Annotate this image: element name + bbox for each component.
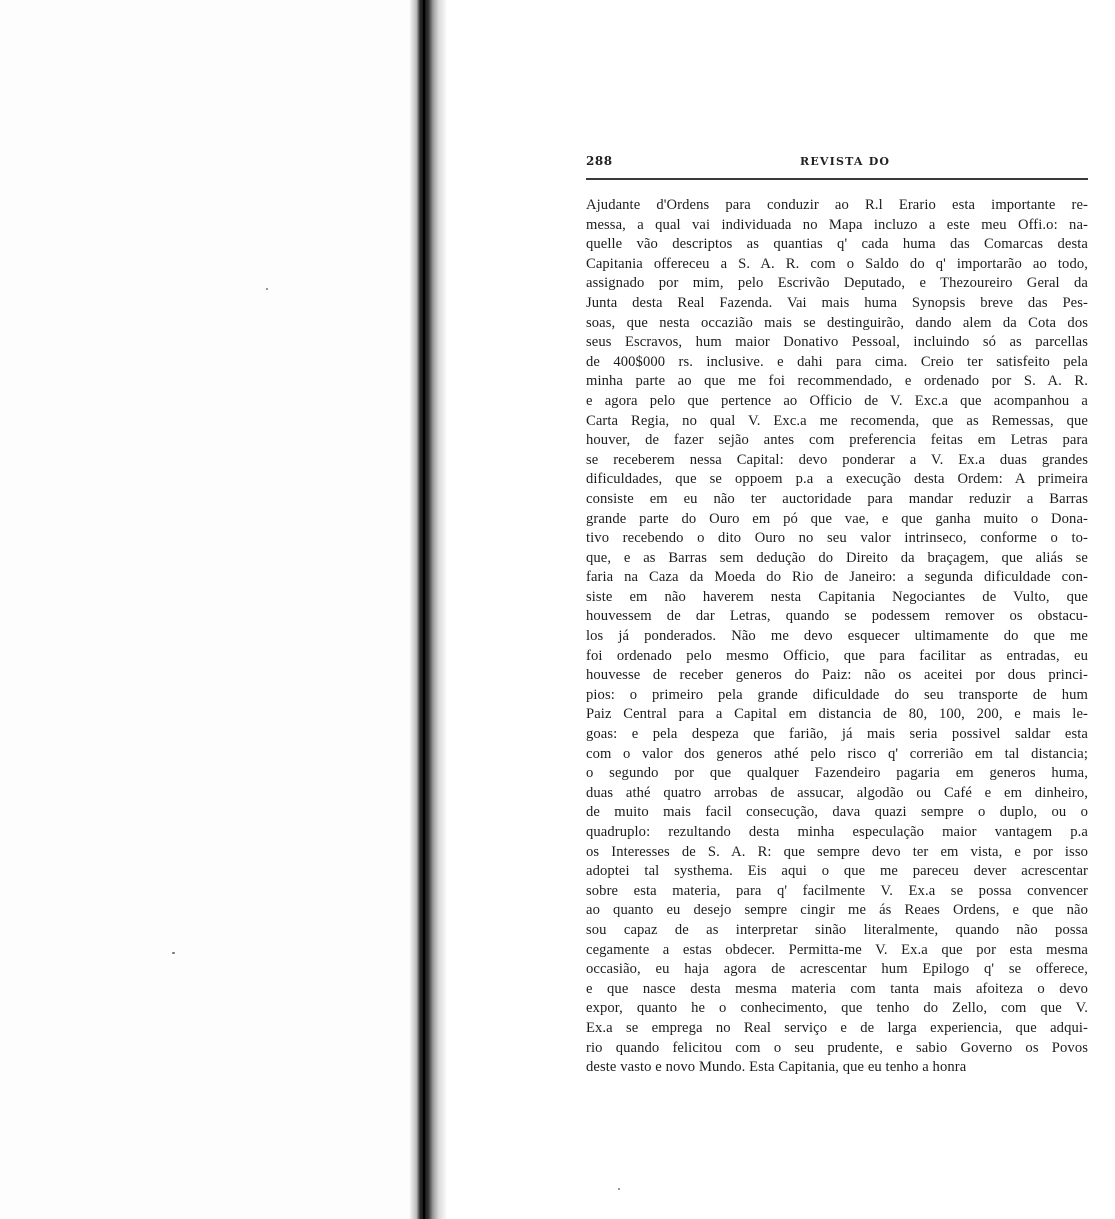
paper-speck bbox=[172, 952, 175, 954]
text-line: consiste em eu não ter auctoridade para mandar reduzir a Barras bbox=[586, 490, 1088, 507]
text-line: soas, que nesta occazião mais se destinguirão, dando alem da Cota dos bbox=[586, 314, 1088, 331]
text-line: expor, quanto he o conhecimento, que tenho do Zello, com que V. bbox=[586, 1000, 1088, 1017]
text-line: duas athé quatro arrobas de assucar, algodão ou Café e em dinheiro, bbox=[586, 784, 1088, 801]
text-line: faria na Caza da Moeda do Rio de Janeiro: a segunda dificuldade con- bbox=[586, 569, 1088, 586]
page-header bbox=[586, 154, 1086, 172]
text-line: o segundo por que qualquer Fazendeiro pagaria em generos huma, bbox=[586, 765, 1088, 782]
text-line: rio quando felicitou com o seu prudente, e sabio Governo os Povos bbox=[586, 1039, 1088, 1056]
text-line: e agora pelo que pertence ao Officio de V. Exc.a que acompanhou a bbox=[586, 392, 1088, 409]
text-line: assignado por mim, pelo Escrivão Deputado, e Thezoureiro Geral da bbox=[586, 275, 1088, 292]
text-line: Ajudante d'Ordens para conduzir ao R.l Erario esta importante re- bbox=[586, 197, 1088, 213]
text-line: Carta Regia, no qual V. Exc.a me recomenda, que as Remessas, que bbox=[586, 412, 1088, 429]
text-line: Capitania offereceu a S. A. R. com o Saldo do q' importarão ao todo, bbox=[586, 255, 1088, 272]
text-line: que, e as Barras sem dedução do Direito da braçagem, que aliás se bbox=[586, 549, 1088, 566]
text-line: houvessem de dar Letras, quando se podessem remover os obstacu- bbox=[586, 608, 1088, 625]
header-rule bbox=[586, 178, 1088, 180]
book-gutter bbox=[410, 0, 446, 1219]
text-line: seus Escravos, hum maior Donativo Pessoal, incluindo só as parcellas bbox=[586, 334, 1088, 351]
text-line: se receberem nessa Capital: devo ponderar a V. Ex.a duas grandes bbox=[586, 451, 1088, 468]
text-line: los já ponderados. Não me devo esquecer ultimamente do que me bbox=[586, 628, 1088, 645]
text-line: goas: e pela despeza que farião, já mais seria possivel saldar esta bbox=[586, 726, 1088, 743]
gutter-shadow-line bbox=[423, 0, 425, 1219]
text-line: siste em não haverem nesta Capitania Negociantes de Vulto, que bbox=[586, 588, 1088, 605]
paper-speck bbox=[266, 288, 268, 290]
text-line: houver, de fazer sejão antes com preferencia feitas em Letras para bbox=[586, 432, 1088, 449]
text-line: quadruplo: rezultando desta minha especulação maior vantagem p.a bbox=[586, 824, 1088, 840]
page-number: 288 bbox=[586, 154, 613, 168]
text-line: sou capaz de as interpretar sinão literalmente, quando não possa bbox=[586, 921, 1088, 938]
text-line: cegamente a estas obdecer. Permitta-me V. Ex.a que por esta mesma bbox=[586, 941, 1088, 958]
paper-speck bbox=[618, 1188, 620, 1190]
text-line: houvesse de receber generos do Paiz: não os aceitei por dous princi- bbox=[586, 667, 1088, 684]
text-line: e que nasce desta mesma materia com tanta mais afoiteza o devo bbox=[586, 980, 1088, 997]
text-line: occasião, eu haja agora de acrescentar hum Epilogo q' se offerece, bbox=[586, 961, 1088, 978]
text-line: grande parte do Ouro em pó que vae, e que ganha muito o Dona- bbox=[586, 510, 1088, 527]
left-page bbox=[0, 0, 412, 1219]
text-line: de 400$000 rs. inclusive. e dahi para cima. Creio ter satisfeito pela bbox=[586, 353, 1088, 370]
text-line: Paiz Central para a Capital em distancia de 80, 100, 200, e mais le- bbox=[586, 706, 1088, 723]
text-line: os Interesses de S. A. R: que sempre devo ter em vista, e por isso bbox=[586, 843, 1088, 860]
text-line: pios: o primeiro pela grande dificuldade do seu transporte de hum bbox=[586, 686, 1088, 703]
text-line: minha parte ao que me foi recommendado, e ordenado por S. A. R. bbox=[586, 373, 1088, 390]
text-line: foi ordenado pelo mesmo Officio, que para facilitar as entradas, eu bbox=[586, 647, 1088, 664]
text-line: de muito mais facil consecução, dava quazi sempre o duplo, ou o bbox=[586, 804, 1088, 821]
text-line: Ex.a se emprega no Real serviço e de larga experiencia, que adqui- bbox=[586, 1019, 1088, 1036]
text-line: dificuldades, que se oppoem p.a a execução desta Ordem: A primeira bbox=[586, 471, 1088, 488]
text-line: messa, a qual vai individuada no Mapa incluzo a este meu Offi.o: na- bbox=[586, 216, 1088, 233]
text-line: deste vasto e novo Mundo. Esta Capitania, que eu tenho a honra bbox=[586, 1059, 967, 1076]
text-line: adoptei tal systhema. Eis aqui o que me pareceu dever acrescentar bbox=[586, 863, 1088, 880]
text-line: com o valor dos generos athé pelo risco q' correrião em tal distancia; bbox=[586, 745, 1088, 762]
text-line: Junta desta Real Fazenda. Vai mais huma Synopsis breve das Pes- bbox=[586, 294, 1088, 311]
running-head: REVISTA DO bbox=[800, 155, 891, 168]
text-line: ao quanto eu desejo sempre cingir me ás Reaes Ordens, e que não bbox=[586, 902, 1088, 919]
text-line: quelle vão descriptos as quantias q' cada huma das Comarcas desta bbox=[586, 236, 1088, 253]
body-text bbox=[586, 196, 1088, 1078]
text-line: tivo recebendo o dito Ouro no seu valor intrinseco, conforme o to- bbox=[586, 530, 1088, 547]
text-line: sobre esta materia, para q' facilmente V. Ex.a se possa convencer bbox=[586, 882, 1088, 899]
